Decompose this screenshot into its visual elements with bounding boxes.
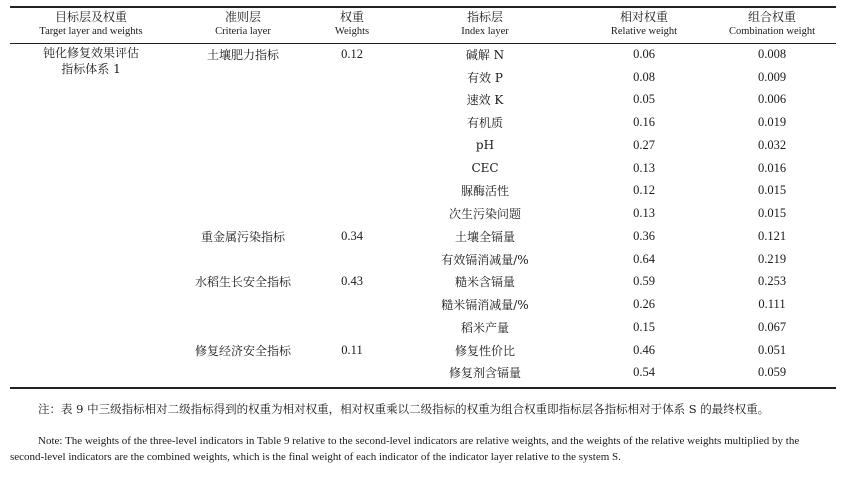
target-line-2: 指标体系 1	[61, 62, 121, 76]
combination-weight-cell: 0.253	[757, 274, 787, 289]
relative-weight-cell: 0.05	[633, 92, 655, 107]
index-cell: 速效 K	[466, 93, 504, 108]
header-combination-weight: 组合权重 Combination weight	[728, 10, 816, 37]
relative-weight-cell: 0.27	[633, 137, 655, 152]
criteria-cell	[172, 66, 314, 89]
header-criteria: 准则层 Criteria layer	[215, 10, 271, 37]
header-target: 目标层及权重 Target layer and weights	[39, 10, 143, 37]
combination-weight-cell: 0.032	[757, 137, 787, 152]
combination-weight-cell: 0.121	[757, 228, 787, 243]
weight-cell	[314, 89, 390, 112]
index-cell: CEC	[471, 161, 499, 176]
criteria-cell	[172, 157, 314, 180]
relative-weight-cell: 0.12	[633, 183, 655, 198]
criteria-cell	[172, 89, 314, 112]
combination-weight-cell: 0.059	[757, 365, 787, 380]
combination-weight-cell: 0.015	[757, 206, 787, 221]
index-cell: 土壤全镉量	[454, 229, 515, 244]
criteria-cell	[172, 362, 314, 385]
index-cell: pH	[475, 138, 495, 153]
weight-cell	[314, 293, 390, 316]
combination-weight-cell: 0.006	[757, 92, 787, 107]
header-relative-weight: 相对权重 Relative weight	[610, 10, 678, 37]
criteria-cell: 水稻生长安全指标	[194, 275, 291, 290]
criteria-cell	[172, 111, 314, 134]
table-bottom-rule	[10, 387, 836, 389]
index-cell: 碱解 N	[465, 47, 505, 62]
weight-cell	[314, 248, 390, 271]
index-cell: 糙米含镉量	[454, 275, 515, 290]
relative-weight-cell: 0.15	[633, 319, 655, 334]
header-weights: 权重 Weights	[334, 10, 370, 37]
index-cell: 糙米镉消减量/%	[441, 298, 529, 313]
table-header-row	[10, 6, 836, 43]
weight-cell	[314, 66, 390, 89]
note-chinese: 注：表 9 中三级指标相对二级指标得到的权重为相对权重，相对权重乘以二级指标的权重为组合权重即指标层各指标相对于体系 S 的最终权重。	[38, 402, 770, 416]
index-cell: 有效 P	[467, 70, 503, 85]
relative-weight-cell: 0.13	[633, 160, 655, 175]
weight-cell	[314, 111, 390, 134]
weight-cell	[314, 202, 390, 225]
relative-weight-cell: 0.08	[633, 69, 655, 84]
relative-weight-cell: 0.16	[633, 115, 655, 130]
weight-cell: 0.34	[341, 228, 363, 243]
index-cell: 有效镉消减量/%	[441, 252, 529, 267]
combination-weight-cell: 0.219	[757, 251, 787, 266]
combination-weight-cell: 0.015	[757, 183, 787, 198]
combination-weight-cell: 0.008	[757, 46, 787, 61]
relative-weight-cell: 0.54	[633, 365, 655, 380]
weights-table	[10, 6, 836, 384]
relative-weight-cell: 0.06	[633, 46, 655, 61]
table-body	[10, 43, 836, 384]
criteria-cell	[172, 202, 314, 225]
combination-weight-cell: 0.051	[757, 342, 787, 357]
index-cell: 次生污染问题	[448, 207, 521, 222]
weight-cell: 0.11	[341, 342, 363, 357]
weight-cell: 0.12	[341, 46, 363, 61]
target-layer-cell	[10, 43, 172, 384]
index-cell: 脲酶活性	[460, 184, 509, 199]
criteria-cell: 重金属污染指标	[200, 229, 285, 244]
note-english: Note: The weights of the three-level indicators in Table 9 relative to the second-level indicators are relative weights, and the weights of the relative weights multiplied by the second-level indicators are the combined weights, which is the final weight of each indicator of the indicator layer relative to the system S.	[10, 435, 800, 463]
weight-cell	[314, 157, 390, 180]
combination-weight-cell: 0.111	[758, 297, 786, 312]
index-cell: 有机质	[466, 116, 503, 131]
relative-weight-cell: 0.64	[633, 251, 655, 266]
combination-weight-cell: 0.016	[757, 160, 787, 175]
target-line-1: 钝化修复效果评估	[42, 46, 139, 60]
header-index: 指标层 Index layer	[461, 10, 509, 37]
relative-weight-cell: 0.13	[633, 206, 655, 221]
relative-weight-cell: 0.36	[633, 228, 655, 243]
relative-weight-cell: 0.26	[633, 297, 655, 312]
criteria-cell	[172, 293, 314, 316]
index-cell: 修复剂含镉量	[448, 366, 521, 381]
index-cell: 稻米产量	[460, 320, 509, 335]
relative-weight-cell: 0.46	[633, 342, 655, 357]
criteria-cell: 土壤肥力指标	[206, 47, 279, 62]
criteria-cell	[172, 316, 314, 339]
combination-weight-cell: 0.019	[757, 115, 787, 130]
combination-weight-cell: 0.009	[757, 69, 787, 84]
criteria-cell	[172, 248, 314, 271]
weight-cell: 0.43	[341, 274, 363, 289]
criteria-cell	[172, 134, 314, 157]
relative-weight-cell: 0.59	[633, 274, 655, 289]
table-row	[10, 43, 836, 66]
weight-cell	[314, 180, 390, 203]
combination-weight-cell: 0.067	[757, 319, 787, 334]
weight-cell	[314, 316, 390, 339]
weight-cell	[314, 362, 390, 385]
criteria-cell	[172, 180, 314, 203]
weight-cell	[314, 134, 390, 157]
index-cell: 修复性价比	[454, 343, 515, 358]
criteria-cell: 修复经济安全指标	[194, 343, 291, 358]
